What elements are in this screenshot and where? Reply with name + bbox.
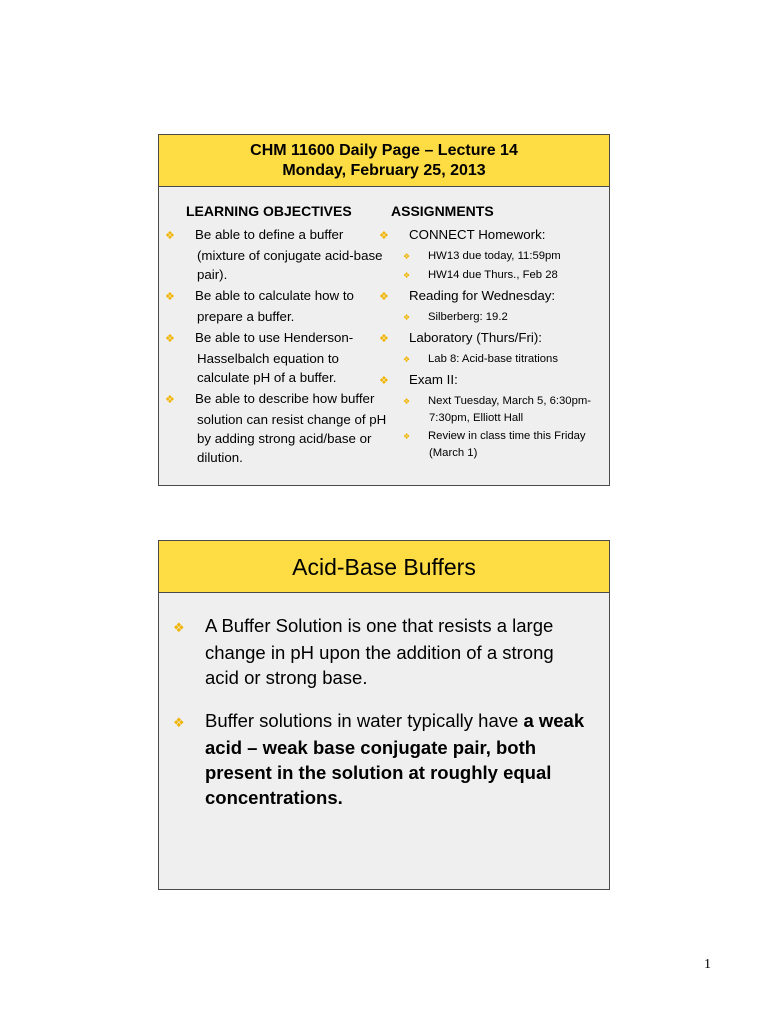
assignments-heading: ASSIGNMENTS: [391, 203, 494, 219]
diamond-bullet-icon: ❖: [379, 375, 389, 387]
assignment-subitem: ❖ Review in class time this Friday (March 1): [403, 430, 586, 459]
objectives-heading: LEARNING OBJECTIVES: [186, 203, 352, 219]
assignment-subitem: ❖ HW13 due today, 11:59pm: [391, 248, 601, 265]
assignment-item: ❖ Reading for Wednesday:: [391, 286, 601, 307]
diamond-bullet-icon: ❖: [165, 291, 175, 303]
diamond-bullet-icon: ❖: [403, 252, 411, 261]
bullet-item: ❖ A Buffer Solution is one that resists a large change in pH upon the addition of a strong acid or strong base.: [173, 615, 554, 688]
assignment-item: ❖ Laboratory (Thurs/Fri):: [391, 328, 601, 349]
diamond-bullet-icon: ❖: [379, 333, 389, 345]
assignment-item: ❖ CONNECT Homework:: [391, 225, 601, 246]
assignment-subitem: ❖ Next Tuesday, March 5, 6:30pm-7:30pm, Elliott Hall: [403, 395, 592, 424]
diamond-bullet-icon: ❖: [403, 397, 411, 406]
diamond-bullet-icon: ❖: [165, 230, 175, 242]
diamond-bullet-icon: ❖: [165, 333, 175, 345]
learning-objectives-column: [165, 203, 387, 469]
slide-header: [159, 135, 609, 187]
assignment-item: ❖ Exam II:: [391, 370, 601, 391]
emphasis-text: a weak acid – weak base conjugate pair, both present in the solution at roughly equal concentrations.: [205, 710, 585, 808]
bullet-item: ❖ Buffer solutions in water typically have a weak acid – weak base conjugate pair, both present in the solution at roughly equal concentrations.: [173, 710, 585, 808]
diamond-bullet-icon: ❖: [403, 313, 411, 322]
diamond-bullet-icon: ❖: [165, 394, 175, 406]
objective-item: ❖ Be able to describe how buffer solution can resist change of pH by adding strong acid/base or dilution.: [165, 391, 387, 465]
diamond-bullet-icon: ❖: [173, 620, 185, 635]
objective-item: ❖ Be able to use Henderson-Hasselbalch equation to calculate pH of a buffer.: [165, 330, 354, 385]
diamond-bullet-icon: ❖: [403, 432, 411, 441]
course-title: CHM 11600 Daily Page – Lecture 14: [250, 142, 518, 159]
objective-item: ❖ Be able to define a buffer (mixture of conjugate acid-base pair).: [165, 227, 383, 282]
bullet-list: [173, 613, 589, 828]
diamond-bullet-icon: ❖: [173, 715, 185, 730]
diamond-bullet-icon: ❖: [403, 355, 411, 364]
diamond-bullet-icon: ❖: [379, 291, 389, 303]
diamond-bullet-icon: ❖: [403, 271, 411, 280]
page-number: 1: [704, 957, 711, 972]
assignment-subitem: ❖ Silberberg: 19.2: [391, 309, 601, 326]
assignment-subitem: ❖ Lab 8: Acid-base titrations: [391, 351, 601, 368]
lecture-date: Monday, February 25, 2013: [282, 162, 486, 179]
slide-daily-page: [158, 134, 610, 486]
assignment-subitem: ❖ HW14 due Thurs., Feb 28: [391, 267, 601, 284]
assignments-column: [379, 203, 601, 463]
slide-acid-base-buffers: [158, 540, 610, 890]
slide-title: Acid-Base Buffers: [159, 541, 609, 593]
objective-item: ❖ Be able to calculate how to prepare a buffer.: [165, 288, 354, 324]
diamond-bullet-icon: ❖: [379, 230, 389, 242]
